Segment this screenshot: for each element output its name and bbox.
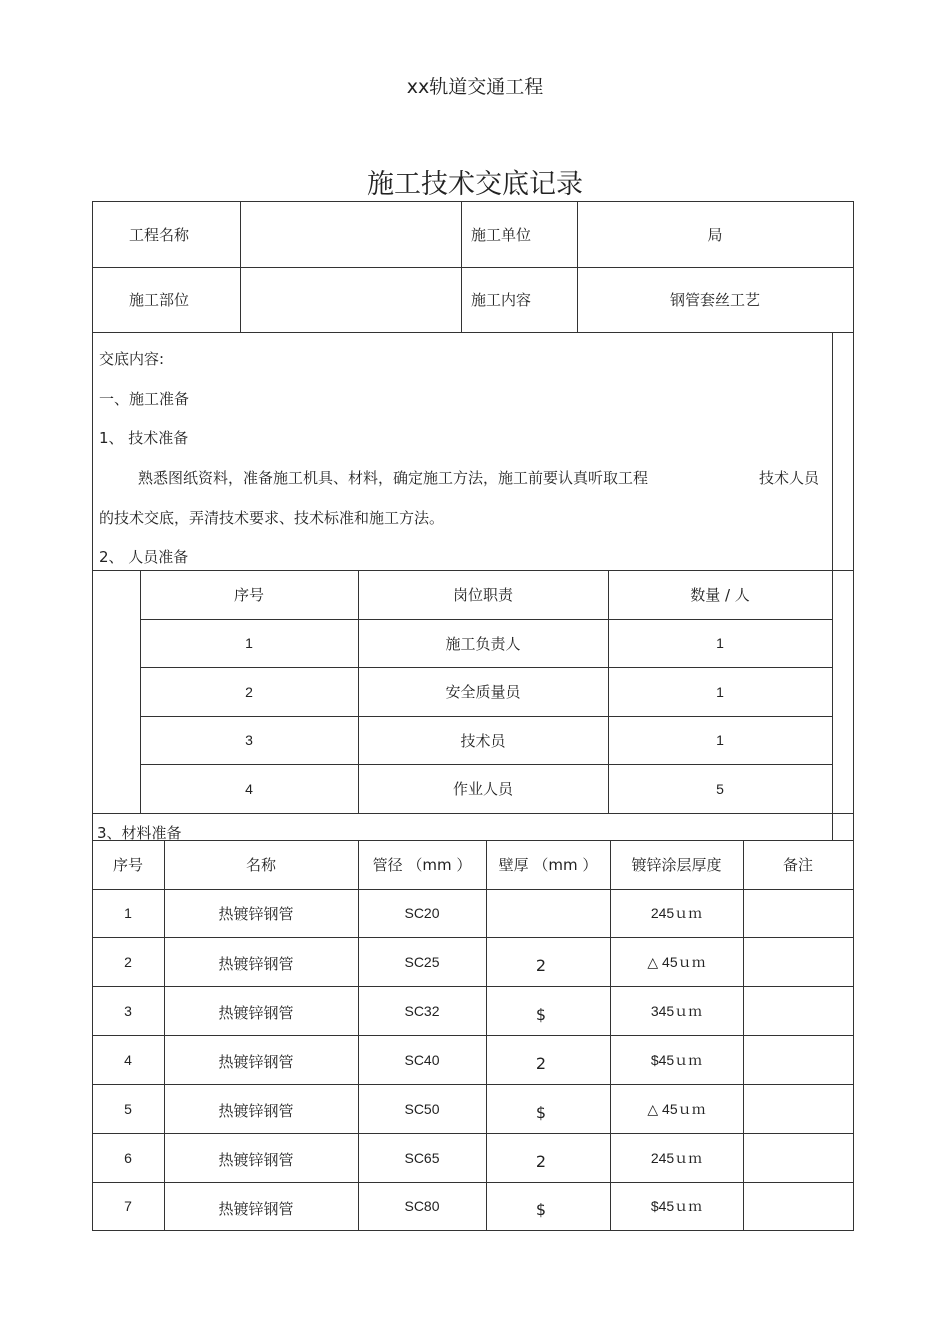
paragraph-line-1-tail: 技术人员: [759, 469, 820, 487]
material-row-7-no: 7: [124, 1198, 132, 1214]
material-row-4-no: 4: [124, 1051, 132, 1068]
material-row-5-name: 热镀锌钢管: [218, 1102, 294, 1120]
material-row-7-name: 热镀锌钢管: [218, 1199, 294, 1218]
material-row-3-name: 热镀锌钢管: [218, 1004, 294, 1022]
info-bottom-line: [92, 332, 853, 333]
material-row-6-remark: [743, 1133, 853, 1182]
material-row-6-no: 6: [124, 1149, 132, 1166]
material-row-2-coating: △ 45ｕｍ: [647, 953, 706, 970]
material-row-1-remark: [743, 889, 853, 937]
material-row-7-coating: $45ｕｍ: [650, 1198, 703, 1214]
materials-header-diameter: 管径 （mm ）: [372, 856, 472, 874]
material-row-3-remark: [743, 986, 853, 1035]
materials-header-coating: 镀锌涂层厚度: [631, 856, 722, 874]
material-row-3-no: 3: [124, 1002, 132, 1019]
material-row-1-coating: 245ｕｍ: [650, 905, 703, 921]
material-row-6-wall: 2: [535, 1152, 547, 1171]
material-row-1-diameter: SC20: [404, 905, 440, 921]
personnel-row-3-role: 技术员: [460, 731, 506, 750]
material-row-1-no: 1: [124, 905, 132, 921]
construction-content-value: 钢管套丝工艺: [669, 291, 760, 309]
body-inner-right-line: [832, 332, 833, 840]
material-row-7-diameter: SC80: [404, 1198, 440, 1214]
material-row-5-remark: [743, 1084, 853, 1133]
personnel-table-bottom: [92, 813, 853, 814]
subsection-material-prep: 3、材料准备: [97, 824, 182, 840]
personnel-row-4-count: 5: [716, 780, 724, 797]
materials-header-wall: 壁厚 （mm ）: [498, 856, 598, 874]
project-name-value: [240, 201, 461, 267]
project-name-label: 工程名称: [129, 225, 190, 244]
material-row-6-name: 热镀锌钢管: [218, 1151, 294, 1169]
material-row-2-wall: 2: [535, 956, 547, 975]
material-row-4-diameter: SC40: [404, 1051, 440, 1068]
paragraph-line-2: 的技术交底，弄清技术要求、技术标准和施工方法。: [99, 509, 445, 527]
personnel-row-4-role: 作业人员: [452, 780, 513, 798]
personnel-row-4-no: 4: [245, 780, 253, 797]
personnel-row-2-role: 安全质量员: [445, 683, 521, 701]
construction-part-label: 施工部位: [129, 291, 190, 309]
document-title: 施工技术交底记录: [367, 169, 583, 200]
material-row-4-remark: [743, 1035, 853, 1084]
personnel-row-3-count: 1: [716, 732, 724, 748]
construction-content-label: 施工内容: [471, 291, 532, 309]
material-row-4-coating: $45ｕｍ: [650, 1051, 703, 1068]
section-construction-prep: 一、施工准备: [99, 390, 190, 408]
personnel-row-3-no: 3: [245, 732, 253, 748]
frame-right-line: [853, 201, 854, 1231]
material-row-5-coating: △ 45ｕｍ: [647, 1100, 706, 1117]
materials-header-no: 序号: [112, 856, 143, 874]
personnel-row-2-count: 1: [716, 683, 724, 700]
personnel-row-1-no: 1: [245, 635, 253, 651]
material-row-7-wall: $: [535, 1199, 547, 1219]
materials-header-name: 名称: [245, 856, 276, 874]
material-row-6-diameter: SC65: [404, 1149, 440, 1166]
company-name: xx轨道交通工程: [406, 76, 544, 98]
material-row-2-diameter: SC25: [404, 953, 440, 970]
personnel-row-2-no: 2: [245, 683, 253, 700]
construction-unit-label: 施工单位: [471, 225, 532, 244]
personnel-header-count: 数量 / 人: [690, 586, 750, 604]
material-row-4-wall: 2: [535, 1054, 547, 1073]
material-row-2-no: 2: [124, 953, 132, 970]
material-row-3-coating: 345ｕｍ: [650, 1002, 703, 1019]
material-row-5-wall: $: [535, 1103, 547, 1122]
subsection-technical-prep: 1、 技术准备: [99, 429, 189, 447]
construction-unit-value: 局: [707, 225, 723, 244]
personnel-header-no: 序号: [233, 586, 264, 604]
material-row-7-remark: [743, 1182, 853, 1230]
material-row-5-diameter: SC50: [404, 1100, 440, 1117]
material-row-4-name: 热镀锌钢管: [218, 1053, 294, 1071]
personnel-row-1-count: 1: [716, 635, 724, 651]
material-row-2-name: 热镀锌钢管: [218, 955, 294, 973]
material-row-1-name: 热镀锌钢管: [218, 904, 294, 923]
disclosure-heading: 交底内容:: [99, 350, 165, 368]
material-row-5-no: 5: [124, 1100, 132, 1117]
material-row-3-diameter: SC32: [404, 1002, 440, 1019]
personnel-header-role: 岗位职责: [452, 586, 513, 604]
personnel-row-1-role: 施工负责人: [445, 634, 521, 653]
material-row-6-coating: 245ｕｍ: [650, 1149, 703, 1166]
subsection-personnel-prep: 2、 人员准备: [99, 548, 189, 566]
material-row-3-wall: $: [535, 1005, 547, 1024]
paragraph-line-1: 熟悉图纸资料，准备施工机具、材料，确定施工方法，施工前要认真听取工程: [138, 469, 649, 487]
materials-header-remark: 备注: [782, 856, 813, 874]
construction-part-value: [240, 267, 461, 332]
material-row-1-wall: [486, 891, 596, 939]
material-row-2-remark: [743, 937, 853, 986]
